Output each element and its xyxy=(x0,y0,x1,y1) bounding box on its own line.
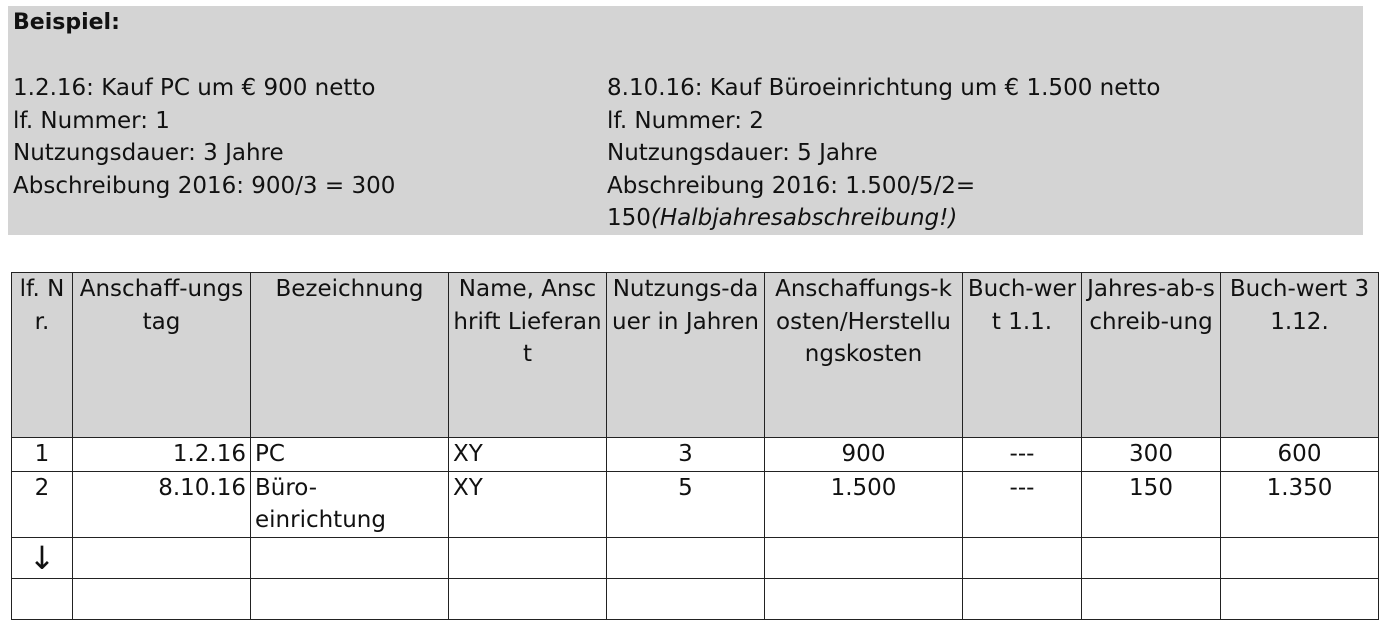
table-row-empty xyxy=(12,578,1379,619)
cell-depreciation: 150 xyxy=(1082,471,1221,537)
table-row xyxy=(12,471,1379,537)
empty-cell xyxy=(607,578,765,619)
header-anschaffungstag: Anschaff-ungstag xyxy=(73,273,251,438)
example-right-line: Nutzungsdauer: 5 Jahre xyxy=(607,140,878,166)
cell-name: PC xyxy=(251,438,449,472)
table-row-continuation xyxy=(12,537,1379,578)
cell-years: 5 xyxy=(607,471,765,537)
table-row xyxy=(12,438,1379,472)
cell-arrow xyxy=(12,537,73,578)
empty-cell xyxy=(1221,578,1379,619)
example-title: Beispiel: xyxy=(13,10,120,35)
empty-cell xyxy=(251,578,449,619)
cell-bw-end: 1.350 xyxy=(1221,471,1379,537)
table-header-row xyxy=(12,273,1379,438)
cell-bw-start: --- xyxy=(963,471,1082,537)
empty-cell xyxy=(765,578,963,619)
example-right-line: Abschreibung 2016: 1.500/5/2= xyxy=(607,172,976,199)
cell-date: 1.2.16 xyxy=(73,438,251,472)
cell-name: Büro-einrichtung xyxy=(251,471,449,537)
empty-cell xyxy=(765,537,963,578)
asset-register-table xyxy=(11,272,1379,620)
cell-years: 3 xyxy=(607,438,765,472)
example-left-line: Nutzungsdauer: 3 Jahre xyxy=(13,140,284,166)
example-left-column xyxy=(13,72,395,202)
empty-cell xyxy=(449,537,607,578)
header-bezeichnung: Bezeichnung xyxy=(251,273,449,438)
header-nutzungsdauer: Nutzungs-dauer in Jahren xyxy=(607,273,765,438)
example-box xyxy=(8,6,1363,235)
down-arrow-icon: ↓ xyxy=(28,538,56,577)
cell-cost: 1.500 xyxy=(765,471,963,537)
example-right-line: lf. Nummer: 2 xyxy=(607,107,764,134)
example-left-line: 1.2.16: Kauf PC um € 900 netto xyxy=(13,75,376,101)
empty-cell xyxy=(963,578,1082,619)
empty-cell xyxy=(12,578,73,619)
header-buchwert-start: Buch-wert 1.1. xyxy=(963,273,1082,438)
half-year-note: (Halbjahresabschreibung!) xyxy=(650,205,958,231)
cell-supplier: XY xyxy=(449,438,607,472)
empty-cell xyxy=(607,537,765,578)
cell-nr: 1 xyxy=(12,438,73,472)
cell-bw-start: --- xyxy=(963,438,1082,472)
empty-cell xyxy=(1082,537,1221,578)
cell-supplier: XY xyxy=(449,471,607,537)
cell-date: 8.10.16 xyxy=(73,471,251,537)
header-anschaffungskosten: Anschaffungs-kosten/Herstellungskosten xyxy=(765,273,963,438)
example-right-column xyxy=(607,72,1160,235)
example-left-line: lf. Nummer: 1 xyxy=(13,107,170,134)
header-lieferant: Name, Anschrift Lieferant xyxy=(449,273,607,438)
empty-cell xyxy=(1082,578,1221,619)
header-jahresabschreibung: Jahres-ab-schreib-ung xyxy=(1082,273,1221,438)
example-right-line-last xyxy=(607,202,1160,235)
cell-nr: 2 xyxy=(12,471,73,537)
cell-bw-end: 600 xyxy=(1221,438,1379,472)
empty-cell xyxy=(963,537,1082,578)
depreciation-value: 150 xyxy=(607,205,651,231)
empty-cell xyxy=(73,537,251,578)
example-right-line: 8.10.16: Kauf Büroeinrichtung um € 1.500 netto xyxy=(607,75,1161,101)
header-buchwert-end: Buch-wert 31.12. xyxy=(1221,273,1379,438)
header-lf-nr: lf. Nr. xyxy=(12,273,73,438)
example-left-line: Abschreibung 2016: 900/3 = 300 xyxy=(13,172,396,199)
empty-cell xyxy=(251,537,449,578)
empty-cell xyxy=(1221,537,1379,578)
cell-cost: 900 xyxy=(765,438,963,472)
empty-cell xyxy=(73,578,251,619)
cell-depreciation: 300 xyxy=(1082,438,1221,472)
empty-cell xyxy=(449,578,607,619)
